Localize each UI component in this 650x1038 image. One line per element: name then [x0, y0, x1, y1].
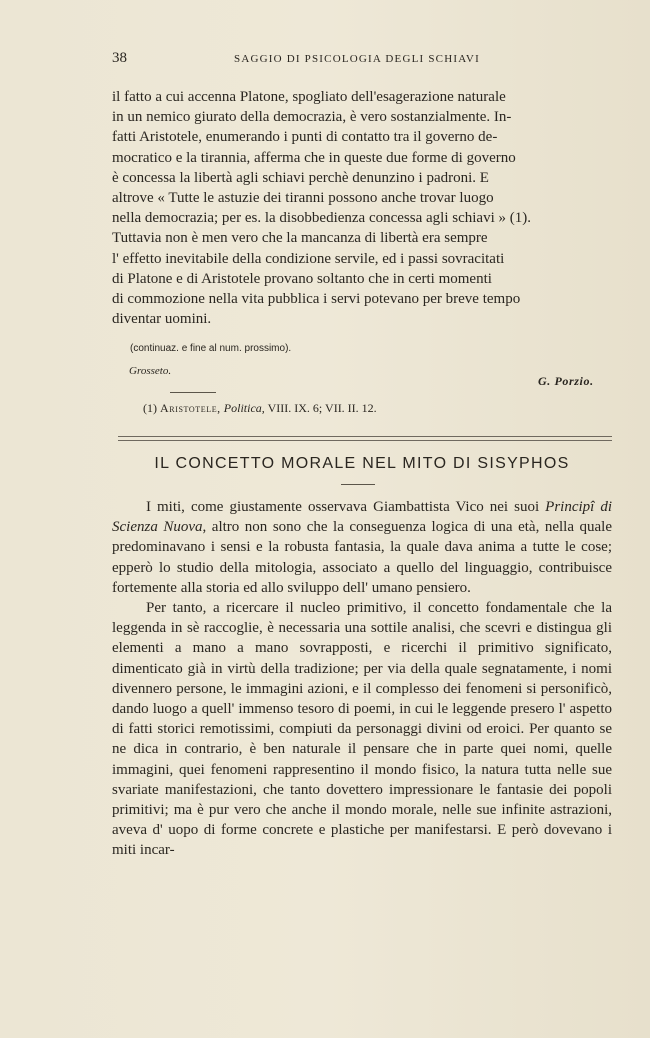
running-header — [112, 50, 612, 70]
text-line: mocratico e la tirannia, afferma che in queste due forme di governo — [112, 149, 516, 166]
paragraph — [112, 497, 612, 598]
paragraph: Per tanto, a ricercare il nucleo primitivo, il concetto fondamentale che la leggenda in sè raccoglie, è necessaria una sottile analisi, che scevri e distingua gli elementi a mano a mano sovrapposti, e ricerchi il primitivo significato, dimenticato già in virtù della tradizione; per via della quale segnatamente, i nomi divennero persone, le immagini azioni, e il complesso dei fenomeni si personificò, dando luogo a quell' immenso tesoro di poemi, in cui le leggende presero l' aspetto di fatti storici remotissimi, compiuti da personaggi divini od eroici. Per quanto se ne dica in contrario, è ben naturale il pensare che in parte quei nomi, quelle immagini, quei fenomeni rappresentino il mondo fisico, la natura tutta nelle sue svariate manifestazioni, che tanto dovettero impressionare le fantasie dei popoli primitivi; ma è pur vero che anche il mondo morale, nelle sue infinite astrazioni, aveva d' uopo di forme concrete e plastiche per manifestarsi. E però dovevano i miti incar- — [112, 600, 612, 859]
paragraph-text: I miti, come giustamente osservava Giambattista Vico nei suoi — [146, 499, 540, 515]
continuation-note: (continuaz. e fine al num. prossimo). — [130, 343, 292, 354]
text-line: fatti Aristotele, enumerando i punti di contatto tra il governo de- — [112, 129, 498, 146]
text-line: altrove « Tutte le astuzie dei tiranni possono anche trovar luogo — [112, 190, 494, 207]
article-ending-text — [112, 87, 612, 329]
footnote — [143, 401, 377, 416]
text-line: diventar uomini. — [112, 311, 212, 328]
footnote-marker: (1) — [143, 401, 157, 415]
text-line: di Platone e di Aristotele provano soltanto che in certi momenti — [112, 270, 492, 287]
footnote-rule — [170, 392, 216, 393]
text-line: nella democrazia; per es. la disobbedienza concessa agli schiavi » (1). — [112, 210, 531, 227]
section-title: IL CONCETTO MORALE NEL MITO DI SISYPHOS — [154, 455, 570, 472]
footnote-work: Politica, — [223, 401, 265, 415]
text-line: è concessa la libertà agli schiavi perchè denunzino i padroni. E — [112, 169, 489, 186]
page-number: 38 — [112, 50, 127, 66]
text-line: il fatto a cui accenna Platone, spogliato dell'esagerazione naturale — [112, 89, 506, 105]
section-body — [112, 497, 612, 861]
section-divider — [118, 436, 612, 441]
footnote-author: Aristotele, — [160, 401, 221, 415]
text-line: di commozione nella vita pubblica i servi potevano per breve tempo — [112, 291, 521, 308]
text-line: Tuttavia non è men vero che la mancanza di libertà era sempre — [112, 230, 488, 247]
text-line: in un nemico giurato della democrazia, è vero sostanzialmente. In- — [112, 109, 512, 126]
text-line: l' effetto inevitabile della condizione servile, ed i passi sovracitati — [112, 250, 505, 267]
running-title: SAGGIO DI PSICOLOGIA DEGLI SCHIAVI — [234, 53, 480, 65]
signoff-author: G. Porzio. — [538, 374, 594, 388]
paragraph-text: , altro non sono che la conseguenza logica di una età, nella quale predominavano i sensi e la robusta fantasia, la quale dava anima a tutte le cose; epperò lo studio della mitologia, associato a quello del linguaggio, contribuisce fortemente alla storia ed allo sviluppo dell' umano pensiero. — [112, 519, 613, 596]
title-rule — [341, 484, 375, 485]
cited-work-title: Principî di Scienza Nuova — [112, 499, 613, 536]
signoff-place: Grosseto. — [129, 365, 172, 377]
footnote-reference: VIII. IX. 6; VII. II. 12. — [267, 401, 377, 415]
